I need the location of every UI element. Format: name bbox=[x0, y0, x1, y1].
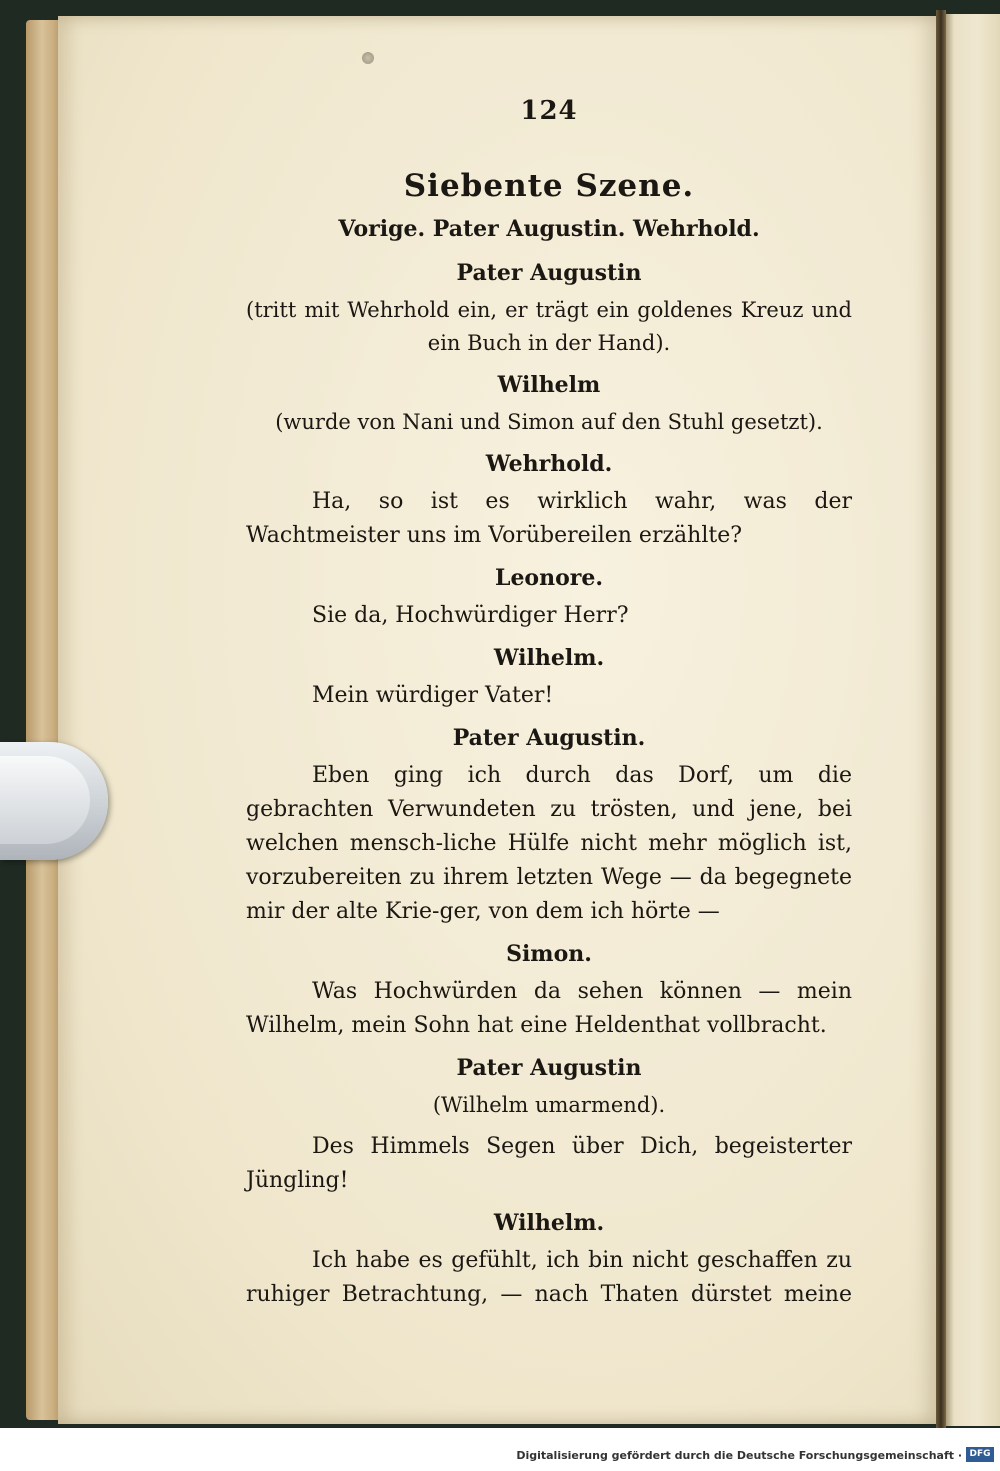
speaker-name: Pater Augustin bbox=[456, 260, 642, 286]
speaker-name: Wilhelm. bbox=[493, 645, 605, 671]
speaker-name: Leonore. bbox=[494, 565, 604, 591]
speech-text: Was Hochwürden da sehen können — mein Wilhelm, mein Sohn hat eine Heldenthat vollbracht. bbox=[246, 979, 852, 1038]
dialogue-block bbox=[246, 260, 852, 360]
speaker-name: Pater Augustin bbox=[456, 1055, 642, 1081]
stage-direction: (tritt mit Wehrhold ein, er trägt ein goldenes Kreuz und ein Buch in der Hand). bbox=[246, 298, 852, 355]
dialogue-block bbox=[246, 372, 852, 439]
speech-text: Des Himmels Segen über Dich, begeisterter Jüngling! bbox=[246, 1134, 852, 1193]
speech-text: Ha, so ist es wirklich wahr, was der Wachtmeister uns im Vorübereilen erzählte? bbox=[246, 489, 852, 548]
funding-notice: Digitalisierung gefördert durch die Deutsche Forschungsgemeinschaft · bbox=[516, 1449, 962, 1462]
speaker-name: Simon. bbox=[506, 941, 592, 967]
dialogue-block bbox=[246, 725, 852, 929]
dialogue-block bbox=[246, 565, 852, 633]
dialogue-block bbox=[246, 1055, 852, 1198]
dialogue-block bbox=[246, 645, 852, 713]
scene-title: Siebente Szene. bbox=[403, 168, 695, 204]
speaker-name: Wilhelm bbox=[497, 372, 601, 398]
facing-page bbox=[944, 14, 1000, 1426]
pin-mark bbox=[362, 52, 374, 64]
speech-text: Eben ging ich durch das Dorf, um die gebrachten Verwundeten zu trösten, und jene, bei welchen mensch-liche Hülfe nicht mehr möglich ist, vorzubereiten zu ihrem letzten Wege — da begegnete mir der alte Krie-ger, von dem ich hörte — bbox=[246, 763, 852, 924]
speech-text: Sie da, Hochwürdiger Herr? bbox=[312, 603, 629, 628]
stage-direction: (wurde von Nani und Simon auf den Stuhl gesetzt). bbox=[275, 410, 823, 434]
page-text bbox=[246, 96, 852, 1312]
speaker-name: Wilhelm. bbox=[493, 1210, 605, 1236]
speaker-name: Wehrhold. bbox=[485, 451, 613, 477]
speaker-name: Pater Augustin. bbox=[452, 725, 646, 751]
scene-characters: Vorige. Pater Augustin. Wehrhold. bbox=[338, 216, 760, 242]
speech-text: Ich habe es gefühlt, ich bin nicht geschaffen zu ruhiger Betrachtung, — nach Thaten dürstet meine bbox=[246, 1248, 852, 1307]
dialogue-block bbox=[246, 941, 852, 1043]
dialogue-block bbox=[246, 451, 852, 553]
speech-text: Mein würdiger Vater! bbox=[312, 683, 554, 708]
stage-direction: (Wilhelm umarmend). bbox=[432, 1093, 666, 1117]
page-number: 124 bbox=[520, 96, 578, 126]
dialogue-block bbox=[246, 1210, 852, 1312]
book-spine bbox=[936, 10, 946, 1430]
dfg-logo: DFG bbox=[966, 1447, 994, 1462]
footer-bar bbox=[0, 1428, 1000, 1471]
